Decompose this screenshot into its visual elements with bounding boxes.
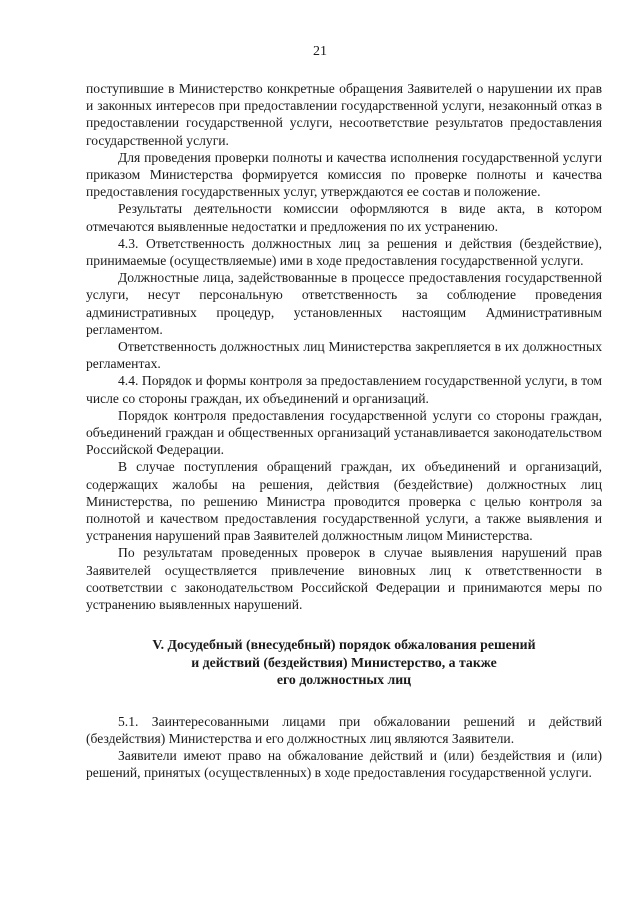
section-heading-line-1: V. Досудебный (внесудебный) порядок обжалования решений [152,637,536,653]
paragraph-control-procedure: Порядок контроля предоставления государственной услуги со стороны граждан, объединений граждан и общественных организаций устанавливается законодательством Российской Федерации. [86,407,602,458]
paragraph-officials-regulations: Ответственность должностных лиц Министерства закрепляется в их должностных регламентах. [86,339,602,372]
paragraph-applicants-rights: Заявители имеют право на обжалование действий и (или) бездействия и (или) решений, принятых (осуществленных) в ходе предоставления государственной услуги. [86,747,602,781]
section-heading-v [86,636,602,688]
paragraph-continuation: поступившие в Министерство конкретные обращения Заявителей о нарушении их прав и законных интересов при предоставлении государственной услуги, незаконный отказ в предоставлении государственной услуги, несоответствие результатов предоставления государственной услуги. [86,81,602,148]
paragraph-4-3: 4.3. Ответственность должностных лиц за решения и действия (бездействие), принимаемые (осуществляемые) ими в ходе предоставления государственной услуги. [86,235,602,269]
paragraph-inspection-results: По результатам проведенных проверок в случае выявления нарушений прав Заявителей осуществляется привлечение виновных лиц к ответственности в соответствии с законодательством Российской Федерации и принимаются меры по устранению выявленных нарушений. [86,545,602,613]
page-number: 21 [313,44,327,59]
paragraph-commission-results: Результаты деятельности комиссии оформляются в виде акта, в котором отмечаются выявленные недостатки и предложения по их устранению. [86,201,602,234]
paragraph-officials-responsibility: Должностные лица, задействованные в процессе предоставления государственной услуги, несут персональную ответственность за соблюдение проведения административных процедур, установленных настоящим Административным регламентом. [86,270,602,337]
paragraph-complaints: В случае поступления обращений граждан, их объединений и организаций, содержащих жалобы на решения, действия (бездействие) должностных лиц Министерства, по решению Министра проводится проверка с целью контроля за полнотой и качеством предоставления государственной услуги, а также выявления и устранения нарушений прав Заявителей должностным лицом Министерства. [86,459,602,544]
paragraph-commission: Для проведения проверки полноты и качества исполнения государственной услуги приказом Министерства формируется комиссия по проверке полноты и качества предоставления государственных услуг, утверждаются ее состав и положение. [86,149,602,200]
paragraph-4-4: 4.4. Порядок и формы контроля за предоставлением государственной услуги, в том числе со стороны граждан, их объединений и организаций. [86,373,602,406]
paragraph-5-1: 5.1. Заинтересованными лицами при обжаловании решений и действий (бездействия) Министерства и его должностных лиц являются Заявители. [86,713,602,746]
section-heading-line-2: и действий (бездействия) Министерство, а также [191,654,497,670]
section-heading-line-3: его должностных лиц [276,672,412,688]
document-body [86,80,602,781]
